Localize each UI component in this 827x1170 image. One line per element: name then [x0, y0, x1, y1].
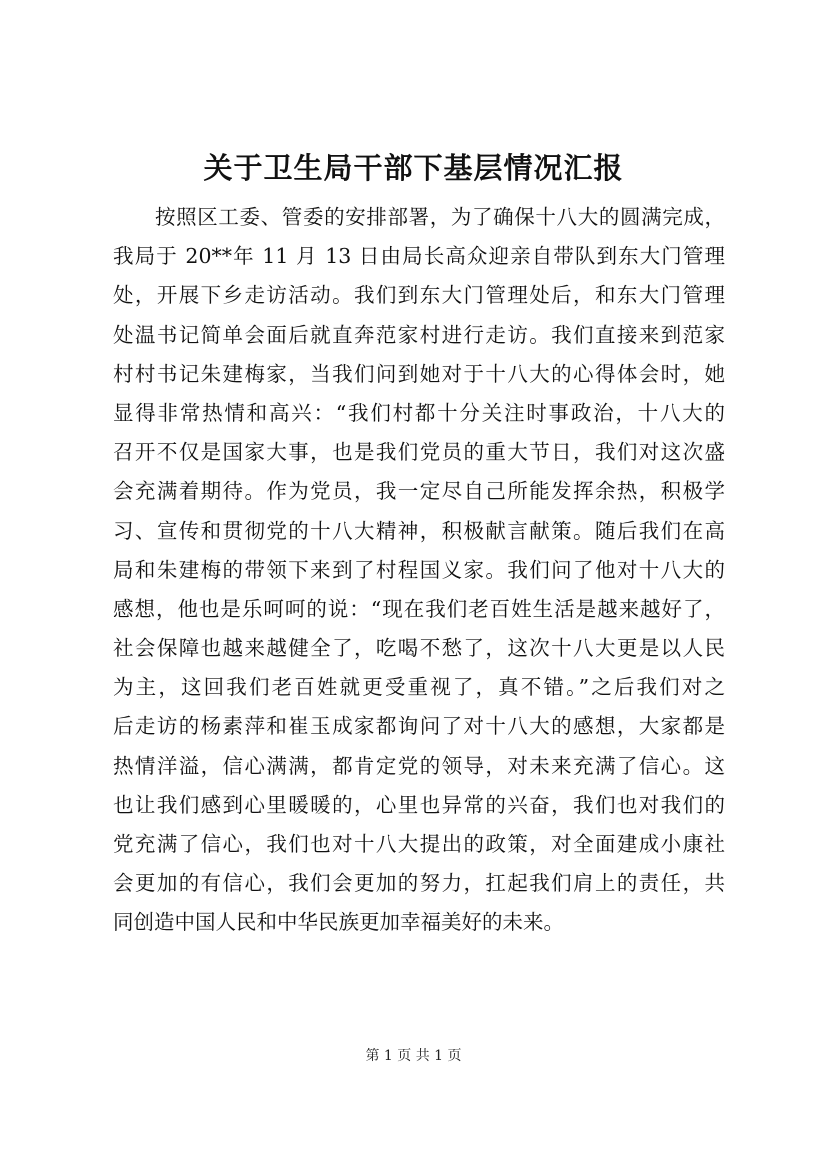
paragraph-line: 处，开展下乡走访活动。我们到东大门管理处后，和东大门管理	[113, 283, 725, 308]
paragraph-line: 感想，他也是乐呵呵的说：“现在我们老百姓生活是越来越好了，	[113, 596, 725, 621]
paragraph-line: 热情洋溢，信心满满，都肯定党的领导，对未来充满了信心。这	[113, 753, 725, 778]
paragraph-line: 局和朱建梅的带领下来到了村程国义家。我们问了他对十八大的	[113, 557, 725, 582]
paragraph-line: 显得非常热情和高兴：“我们村都十分关注时事政治，十八大的	[113, 400, 725, 425]
document-body	[113, 198, 725, 943]
paragraph-line: 会充满着期待。作为党员，我一定尽自己所能发挥余热，积极学	[113, 479, 725, 504]
paragraph-line: 也让我们感到心里暖暖的，心里也异常的兴奋，我们也对我们的	[113, 792, 725, 817]
paragraph-line: 村村书记朱建梅家，当我们问到她对于十八大的心得体会时，她	[113, 361, 725, 386]
paragraph-line: 按照区工委、管委的安排部署，为了确保十八大的圆满完成，	[155, 205, 725, 229]
paragraph-line: 为主，这回我们老百姓就更受重视了，真不错。”之后我们对之	[113, 675, 725, 700]
paragraph-line: 处温书记简单会面后就直奔范家村进行走访。我们直接来到范家	[113, 322, 725, 347]
paragraph-line: 召开不仅是国家大事，也是我们党员的重大节日，我们对这次盛	[113, 440, 725, 465]
paragraph-line: 习、宣传和贯彻党的十八大精神，积极献言献策。随后我们在高	[113, 518, 725, 543]
paragraph-line: 会更加的有信心，我们会更加的努力，扛起我们肩上的责任，共	[113, 871, 725, 896]
page-number: 第 1 页 共 1 页	[365, 1048, 462, 1064]
paragraph-line: 我局于 20**年 11 月 13 日由局长高众迎亲自带队到东大门管理	[113, 244, 725, 269]
paragraph-line: 社会保障也越来越健全了，吃喝不愁了，这次十八大更是以人民	[113, 636, 725, 661]
document-title: 关于卫生局干部下基层情况汇报	[203, 151, 624, 185]
paragraph-line: 同创造中国人民和中华民族更加幸福美好的未来。	[113, 910, 564, 935]
paragraph-line: 后走访的杨素萍和崔玉成家都询问了对十八大的感想，大家都是	[113, 714, 725, 739]
paragraph-line: 党充满了信心，我们也对十八大提出的政策，对全面建成小康社	[113, 832, 725, 856]
